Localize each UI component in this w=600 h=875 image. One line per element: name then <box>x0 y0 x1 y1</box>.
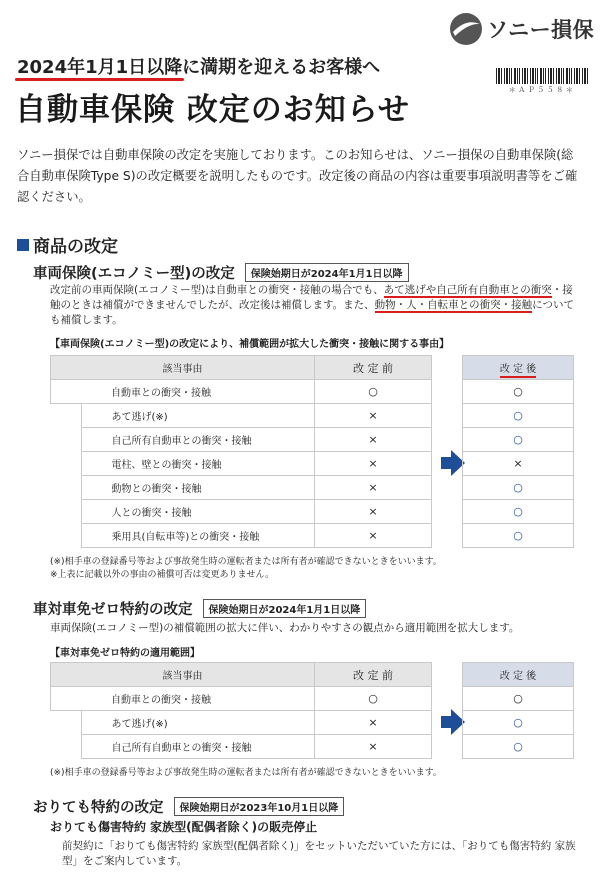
sony-swirl-icon <box>449 12 483 46</box>
sony-sonpo-logo <box>449 12 594 46</box>
col-before-header: 改 定 前 <box>315 356 432 380</box>
row-after: ○ <box>463 735 574 759</box>
row-before: × <box>315 404 432 428</box>
row-after: × <box>463 452 574 476</box>
row-reason: 乗用具(自転車等)との衝突・接触 <box>81 524 315 548</box>
table-row <box>51 404 432 428</box>
table-row <box>51 687 432 711</box>
logo-text: ソニー損保 <box>487 18 595 42</box>
oritemo-description: 前契約に「おりても傷害特約 家族型(配偶者除く)」をセットいただいていた方には、「おりても傷害特約 家族型」をご案内しています。 <box>62 840 576 867</box>
col-after-label: 改 定 後 <box>500 364 536 378</box>
vehicle-desc-underline-2: 動物・人・自転車との衝突・接触 <box>374 299 533 311</box>
vehicle-date-tag: 保険始期日が2024年1月1日以降 <box>245 263 409 282</box>
row-reason: 自動車との衝突・接触 <box>51 687 315 711</box>
table-row <box>51 500 432 524</box>
row-after: ○ <box>463 428 574 452</box>
row-before: ○ <box>315 380 432 404</box>
vehicle-table <box>50 355 432 548</box>
section-square-icon <box>17 239 29 251</box>
oritemo-heading-text: おりても特約の改定 <box>33 800 164 816</box>
zero-heading-text: 車対車免ゼロ特約の改定 <box>33 602 193 618</box>
table-row <box>51 380 432 404</box>
col-reason-header: 該当事由 <box>51 663 315 687</box>
row-after: ○ <box>463 476 574 500</box>
row-reason: 動物との衝突・接触 <box>81 476 315 500</box>
col-after-header: 改 定 後 <box>463 663 574 687</box>
vehicle-heading <box>33 262 409 283</box>
row-before: × <box>315 500 432 524</box>
zero-table <box>50 662 432 759</box>
page-title: 自動車保険 改定のお知らせ <box>15 92 410 128</box>
table-row <box>51 476 432 500</box>
row-reason: 電柱、壁との衝突・接触 <box>81 452 315 476</box>
row-before: ○ <box>315 687 432 711</box>
table-row <box>51 452 432 476</box>
vehicle-desc-underline-1: あて逃げや自己所有自動車との衝突 <box>383 284 552 296</box>
vehicle-table-caption: 【車両保険(エコノミー型)の改定により、補償範囲が拡大した衝突・接触に関する事由】 <box>50 339 450 350</box>
section-heading <box>17 232 118 257</box>
row-after: ○ <box>463 380 574 404</box>
zero-date-tag: 保険始期日が2024年1月1日以降 <box>203 599 367 618</box>
row-before: × <box>315 452 432 476</box>
vehicle-desc-a: 改定前の車両保険(エコノミー型)は自動車との衝突・接触の場合でも、 <box>50 284 384 296</box>
zero-table-caption: 【車対車免ゼロ特約の適用範囲】 <box>50 648 200 659</box>
row-before: × <box>315 428 432 452</box>
subtitle-date-highlight: 2024年1月1日以降 <box>17 57 183 78</box>
row-reason: あて逃げ(※) <box>81 711 315 735</box>
row-before: × <box>315 524 432 548</box>
zero-description: 車両保険(エコノミー型)の補償範囲の拡大に伴い、わかりやすさの観点から適用範囲を拡大します。 <box>50 622 520 634</box>
row-after: ○ <box>463 524 574 548</box>
col-after-header <box>463 356 574 380</box>
page-subtitle <box>17 53 380 79</box>
row-after: ○ <box>463 500 574 524</box>
table-row <box>51 428 432 452</box>
row-reason: 自己所有自動車との衝突・接触 <box>81 428 315 452</box>
row-reason: 人との衝突・接触 <box>81 500 315 524</box>
table-indent <box>51 711 82 759</box>
row-after: ○ <box>463 404 574 428</box>
barcode-code: ＊ＡＰ５５８＊ <box>508 86 576 94</box>
row-before: × <box>315 711 432 735</box>
intro-text: ソニー損保では自動車保険の改定を実施しております。このお知らせは、ソニー損保の自動車保険(総合自動車保険Type S)の改定概要を説明したものです。改定後の商品の内容は重要事項説明書等をご確認ください。 <box>17 148 578 204</box>
vehicle-note-1: (※)相手車の登録番号等および事故発生時の運転者または所有者が確認できないときをいいます。 <box>50 557 442 567</box>
zero-after-table <box>462 662 574 759</box>
oritemo-heading <box>33 796 344 817</box>
row-reason: 自動車との衝突・接触 <box>51 380 315 404</box>
barcode-image <box>496 68 588 84</box>
table-indent <box>51 404 82 548</box>
vehicle-desc-c: についても補償します。 <box>50 299 574 326</box>
oritemo-date-tag: 保険始期日が2023年10月1日以降 <box>174 797 345 816</box>
col-reason-header: 該当事由 <box>51 356 315 380</box>
row-before: × <box>315 476 432 500</box>
zero-heading <box>33 598 366 619</box>
table-row <box>51 524 432 548</box>
table-row <box>51 711 432 735</box>
row-after: ○ <box>463 711 574 735</box>
oritemo-subheading: おりても傷害特約 家族型(配偶者除く)の販売停止 <box>50 820 318 834</box>
subtitle-rest: に満期を迎えるお客様へ <box>182 57 381 78</box>
row-after: ○ <box>463 687 574 711</box>
table-row <box>51 735 432 759</box>
vehicle-after-table <box>462 355 574 548</box>
section-title: 商品の改定 <box>33 237 118 257</box>
row-before: × <box>315 735 432 759</box>
vehicle-note-2: ※上表に記載以外の事由の補償可否は変更ありません。 <box>50 570 275 580</box>
vehicle-desc-b: ・接触のときは補償ができませんでしたが、改定後は補償します。また、 <box>50 284 573 311</box>
col-before-header: 改 定 前 <box>315 663 432 687</box>
row-reason: あて逃げ(※) <box>81 404 315 428</box>
row-reason: 自己所有自動車との衝突・接触 <box>81 735 315 759</box>
zero-note: (※)相手車の登録番号等および事故発生時の運転者または所有者が確認できないときをいいます。 <box>50 768 442 778</box>
vehicle-description <box>50 283 580 328</box>
vehicle-heading-text: 車両保険(エコノミー型)の改定 <box>33 266 235 282</box>
